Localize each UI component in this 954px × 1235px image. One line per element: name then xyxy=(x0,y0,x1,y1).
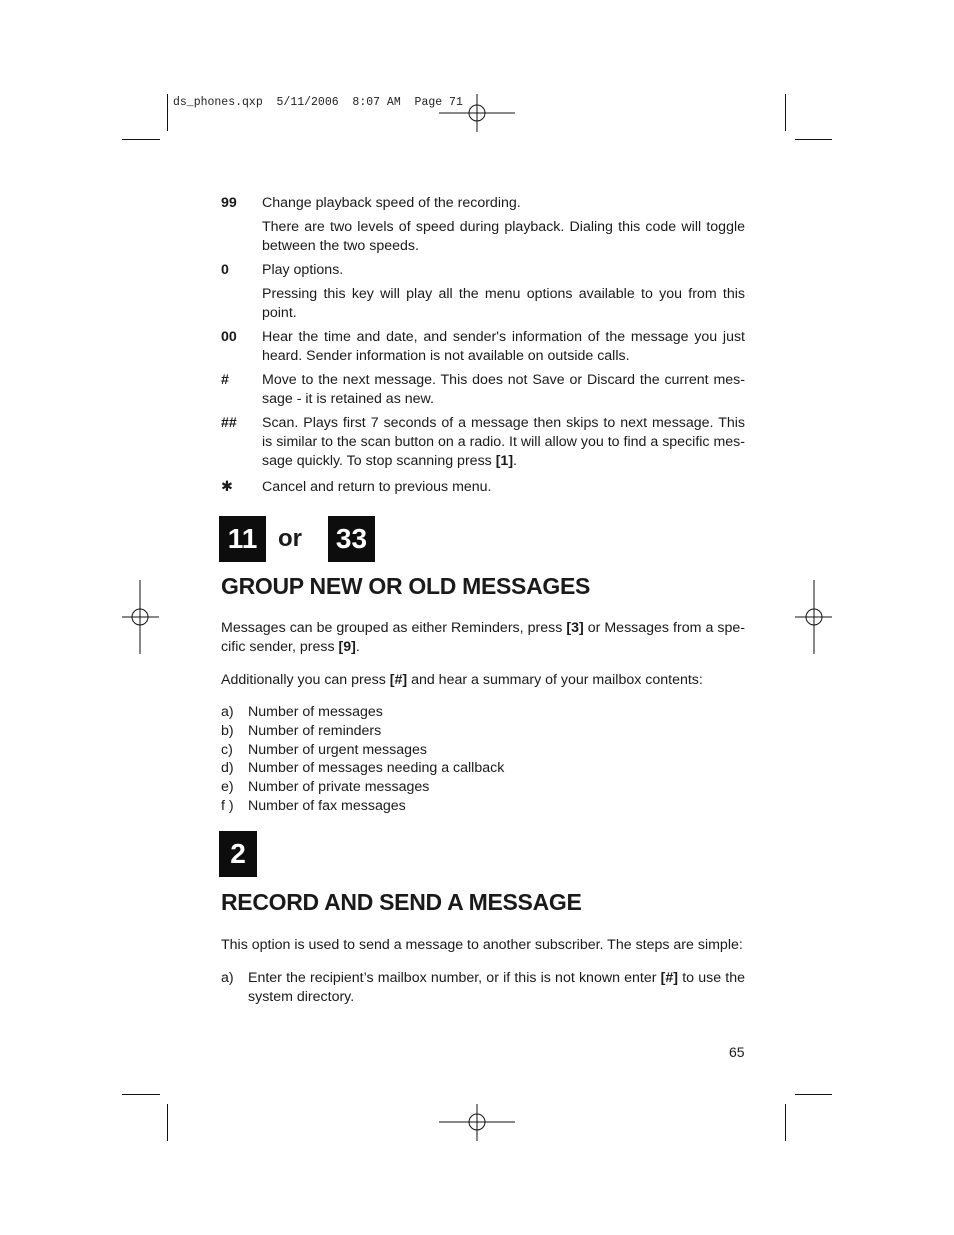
command-description: Cancel and return to previous menu. xyxy=(262,479,492,495)
command-description: Scan. Plays first 7 seconds of a message then skips to next message. This is similar to the scan button on a radio. It will allow you to find a specific mes-sage quickly. To stop scanning press [1]. xyxy=(262,415,745,470)
command-code: 00 xyxy=(221,329,237,345)
key-reference: [9] xyxy=(338,639,356,656)
or-label: or xyxy=(278,525,302,552)
group-paragraph-1: Messages can be grouped as either Reminders, press [3] or Messages from a spe-cific sender, press [9]. xyxy=(221,620,745,656)
command-code: 99 xyxy=(221,195,237,211)
record-intro: This option is used to send a message to another subscriber. The steps are simple: xyxy=(221,937,743,953)
command-item-00 xyxy=(221,328,745,366)
print-slug: ds_phones.qxp 5/11/2006 8:07 AM Page 71 xyxy=(173,96,463,109)
command-description: Change playback speed of the recording. xyxy=(262,195,521,211)
key-box-11: 11 xyxy=(219,516,266,562)
list-item: a) Enter the recipient’s mailbox number, or if this is not known enter [#] to use the system directory. xyxy=(221,970,745,1006)
command-item-99 xyxy=(221,194,745,256)
list-item: c) Number of urgent messages xyxy=(221,741,428,758)
command-note: There are two levels of speed during playback. Dialing this code will toggle between the two speeds. xyxy=(262,218,745,254)
list-item: b) Number of reminders xyxy=(221,722,382,739)
command-item-0 xyxy=(221,261,745,323)
section-heading-record: RECORD AND SEND A MESSAGE xyxy=(221,889,582,915)
record-steps-list xyxy=(221,969,745,1007)
key-reference: [3] xyxy=(566,620,584,636)
command-description: Move to the next message. This does not Save or Discard the current mes-sage - it is retained as new. xyxy=(262,372,745,408)
key-reference: [1] xyxy=(495,453,514,470)
section-heading-group: GROUP NEW OR OLD MESSAGES xyxy=(221,573,591,599)
group-paragraph-2: Additionally you can press [#] and hear a summary of your mailbox contents: xyxy=(221,672,703,688)
key-box-33: 33 xyxy=(328,516,375,562)
command-item-star xyxy=(221,478,745,497)
command-item-hash xyxy=(221,371,745,409)
command-code: # xyxy=(221,372,229,388)
page-number: 65 xyxy=(729,1044,745,1060)
command-description: Play options. xyxy=(262,262,344,278)
command-item-double-hash xyxy=(221,414,745,472)
list-item: d) Number of messages needing a callback xyxy=(221,760,505,777)
list-item: f ) Number of fax messages xyxy=(221,797,406,814)
command-description: Hear the time and date, and sender's information of the message you just heard. Sender information is not available on outside calls. xyxy=(262,329,745,365)
command-note: Pressing this key will play all the menu options available to you from this point. xyxy=(262,285,745,321)
list-item: e) Number of private messages xyxy=(221,779,430,796)
key-box-2: 2 xyxy=(219,831,257,877)
command-code: 0 xyxy=(221,262,229,278)
list-item: a) Number of messages xyxy=(221,704,383,720)
key-reference: [#] xyxy=(660,970,679,986)
command-code: ## xyxy=(221,415,237,431)
key-reference: [#] xyxy=(389,672,408,688)
mailbox-summary-list xyxy=(221,703,745,816)
command-code: ✱ xyxy=(221,479,233,495)
